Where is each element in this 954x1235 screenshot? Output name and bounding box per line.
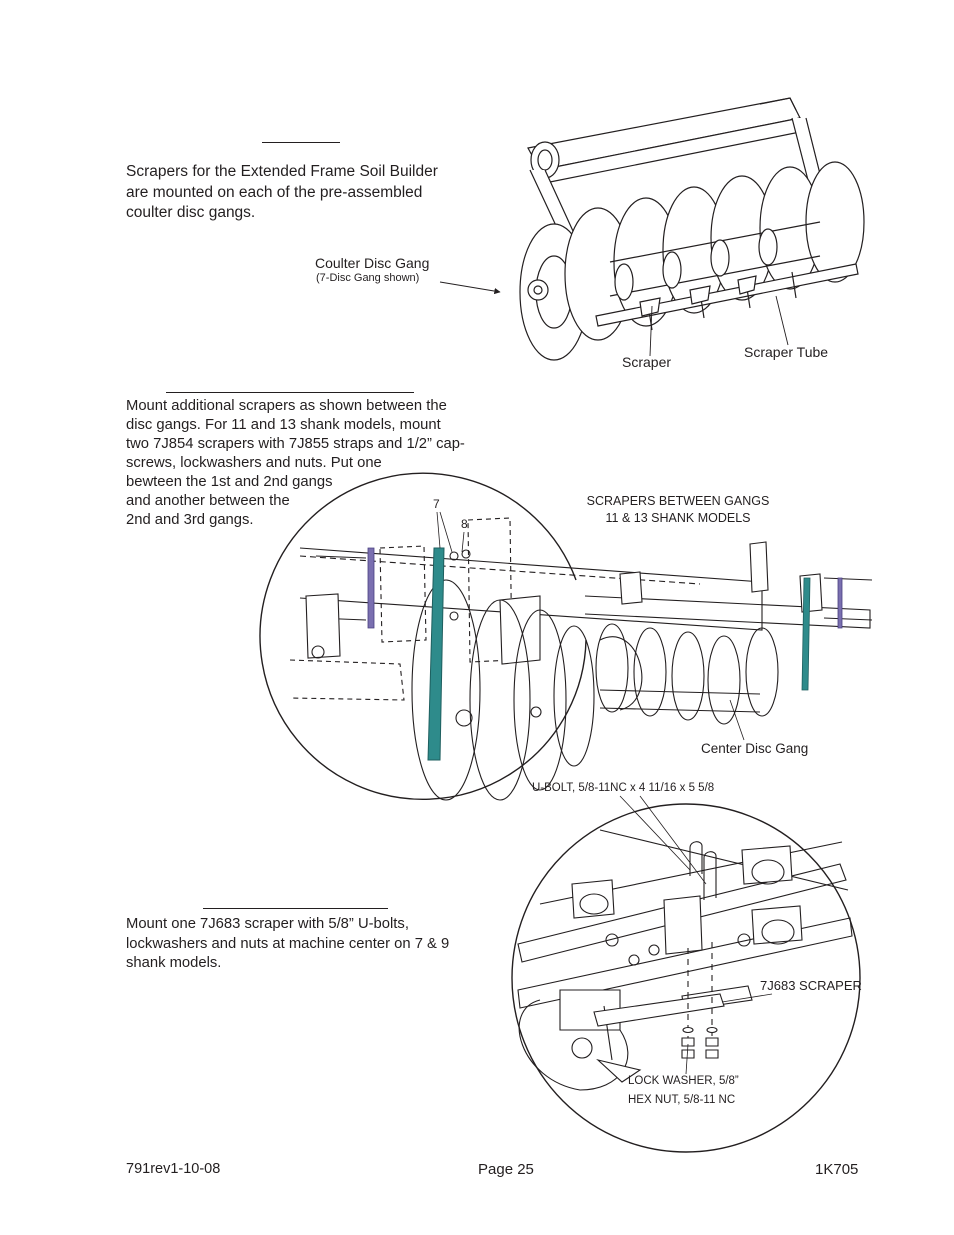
scraper-strap-highlight: [368, 548, 842, 760]
between-gangs-line: bewteen the 1st and 2nd gangs: [126, 474, 333, 490]
between-gangs-line: disc gangs. For 11 and 13 shank models, mount: [126, 417, 441, 433]
scraper-label: Scraper: [622, 354, 672, 370]
lock-washer-label: LOCK WASHER, 5/8”: [628, 1075, 739, 1087]
footer-page-number: Page 25: [478, 1161, 534, 1178]
hex-nut-label: HEX NUT, 5/8-11 NC: [628, 1094, 736, 1106]
between-gangs-line: and another between the: [126, 493, 290, 509]
center-disc-gang-label: Center Disc Gang: [701, 741, 809, 756]
center-line: shank models.: [126, 955, 222, 971]
footer-part-number: 1K705: [815, 1161, 859, 1178]
scrapers-between-gangs-illustration: [290, 518, 872, 800]
center-line: lockwashers and nuts at machine center on 7 & 9: [126, 935, 450, 952]
title-line: 11 & 13 SHANK MODELS: [605, 511, 751, 525]
callout-8: 8: [461, 517, 468, 531]
center-line: Mount one 7J683 scraper with 5/8” U-bolts,: [126, 916, 409, 932]
between-gangs-line: Mount additional scrapers as shown between the: [126, 398, 447, 414]
center-scraper-part-label: 7J683 SCRAPER: [760, 978, 862, 993]
coulter-disc-gang-label: Coulter Disc Gang: [315, 255, 430, 271]
callout-7: 7: [433, 497, 440, 511]
between-gangs-line: screws, lockwashers and nuts. Put one: [126, 455, 382, 471]
between-gangs-line: 2nd and 3rd gangs.: [126, 512, 254, 528]
center-scraper-illustration: [518, 830, 852, 1090]
intro-line: are mounted on each of the pre-assembled: [126, 183, 423, 201]
footer-revision: 791rev1-10-08: [126, 1161, 221, 1177]
intro-line: coulter disc gangs.: [126, 204, 256, 221]
between-gangs-line: two 7J854 scrapers with 7J855 straps and 1/2” cap-: [126, 436, 465, 452]
scrapers-between-gangs-title: [560, 493, 796, 527]
coulter-disc-gang-illustration: [520, 98, 864, 360]
intro-line: Scrapers for the Extended Frame Soil Builder: [126, 163, 438, 180]
title-line: SCRAPERS BETWEEN GANGS: [586, 494, 770, 508]
scraper-tube-label: Scraper Tube: [744, 344, 829, 360]
u-bolt-label: U-BOLT, 5/8-11NC x 4 11/16 x 5 5/8: [532, 782, 715, 794]
coulter-disc-gang-sublabel: (7-Disc Gang shown): [316, 272, 420, 284]
